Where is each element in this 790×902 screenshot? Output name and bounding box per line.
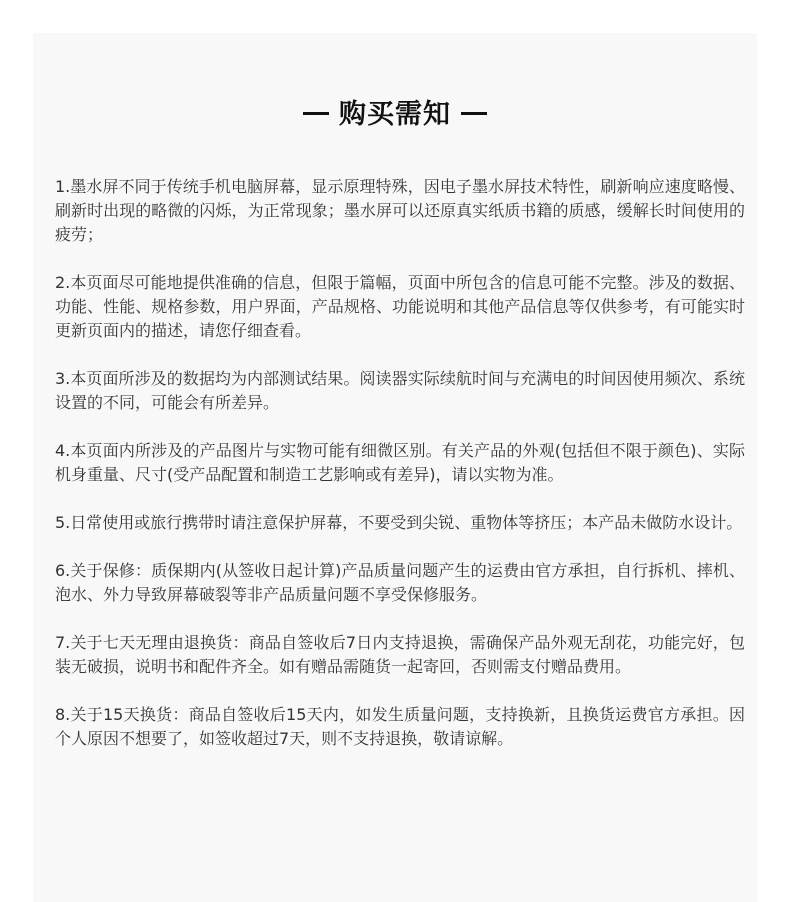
- notice-item-6: 6.关于保修：质保期内(从签收日起计算)产品质量问题产生的运费由官方承担，自行拆机、摔机、泡水、外力导致屏幕破裂等非产品质量问题不享受保修服务。: [55, 561, 745, 604]
- notice-item-1: 1.墨水屏不同于传统手机电脑屏幕，显示原理特殊，因电子墨水屏技术特性，刷新响应速度略慢、刷新时出现的略微的闪烁，为正常现象；墨水屏可以还原真实纸质书籍的质感，缓解长时间使用的疲劳；: [55, 177, 745, 244]
- notice-item-3: 3.本页面所涉及的数据均为内部测试结果。阅读器实际续航时间与充满电的时间因使用频次、系统设置的不同，可能会有所差异。: [55, 369, 745, 412]
- notice-item-8: 8.关于15天换货：商品自签收后15天内，如发生质量问题，支持换新，且换货运费官方承担。因个人原因不想要了，如签收超过7天，则不支持退换，敬请谅解。: [55, 705, 745, 748]
- title-left-dash: [303, 112, 329, 115]
- title-right-dash: [461, 112, 487, 115]
- notice-item-7: 7.关于七天无理由退换货：商品自签收后7日内支持退换，需确保产品外观无刮花，功能完好，包装无破损，说明书和配件齐全。如有赠品需随货一起寄回，否则需支付赠品费用。: [55, 633, 745, 676]
- notice-item-2: 2.本页面尽可能地提供准确的信息，但限于篇幅，页面中所包含的信息可能不完整。涉及的数据、功能、性能、规格参数，用户界面，产品规格、功能说明和其他产品信息等仅供参考，有可能实时更新页面内的描述，请您仔细查看。: [55, 273, 745, 340]
- notice-item-5: 5.日常使用或旅行携带时请注意保护屏幕，不要受到尖锐、重物体等挤压；本产品未做防水设计。: [55, 513, 743, 532]
- notice-item-4: 4.本页面内所涉及的产品图片与实物可能有细微区别。有关产品的外观(包括但不限于颜色)、实际机身重量、尺寸(受产品配置和制造工艺影响或有差异)，请以实物为准。: [55, 441, 745, 484]
- page-title-text: 购买需知: [339, 99, 451, 130]
- notice-list: [55, 175, 745, 775]
- page-title: [0, 92, 790, 131]
